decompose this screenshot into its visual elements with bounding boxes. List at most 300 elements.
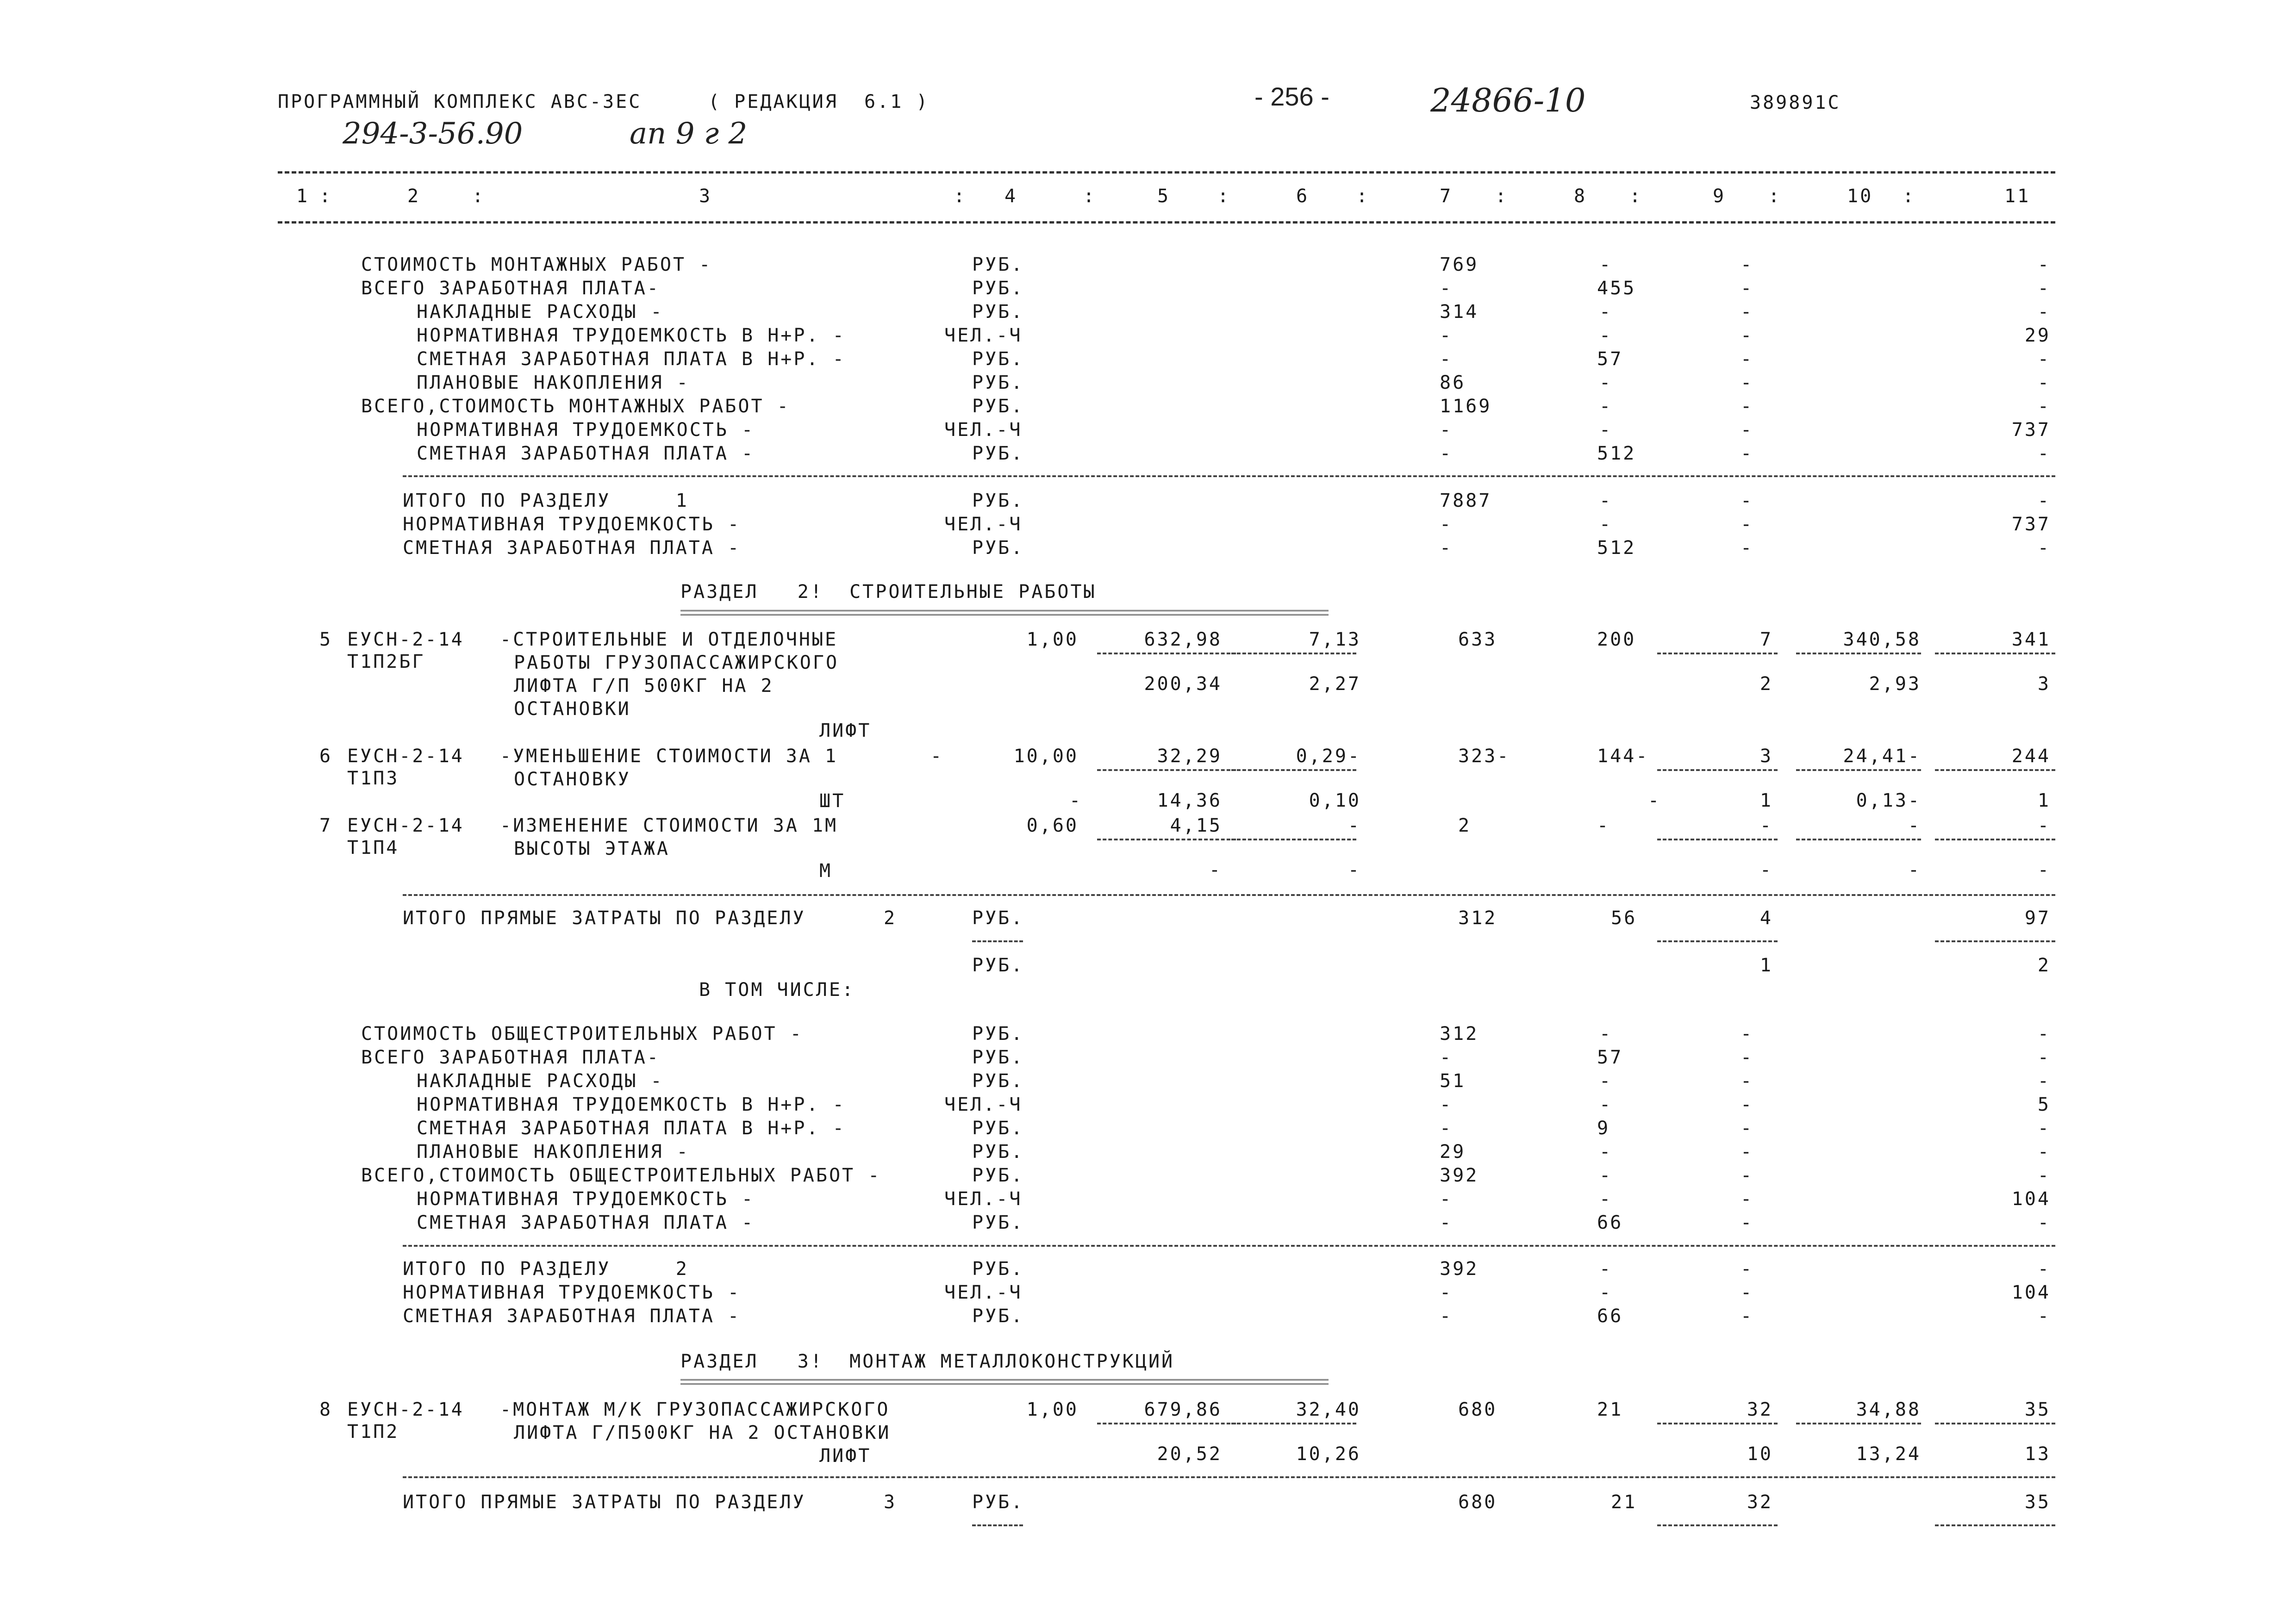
cell-col8: 66 bbox=[1597, 1306, 1623, 1327]
cell-col7: - bbox=[1440, 325, 1453, 346]
column-header-4: 4 bbox=[1004, 186, 1018, 207]
cell-col9: - bbox=[1741, 1023, 1754, 1045]
cell-col7: - bbox=[1440, 1188, 1453, 1210]
cell-col7: - bbox=[1440, 419, 1453, 441]
direct-total-col8: 56 bbox=[1611, 908, 1637, 929]
row-unit: РУБ. bbox=[972, 1070, 1024, 1092]
direct-total-col7: 680 bbox=[1458, 1492, 1497, 1513]
item-unit-machine-wage: 2,27 bbox=[1309, 673, 1361, 695]
handwritten-project-code: 294-3-56.90 bbox=[343, 117, 523, 151]
cell-divider bbox=[1657, 769, 1778, 771]
item-description: -ИЗМЕНЕНИЕ СТОИМОСТИ ЗА 1М bbox=[500, 815, 838, 836]
column-separator: : bbox=[472, 186, 486, 207]
row-unit: РУБ. bbox=[972, 490, 1024, 511]
cell-col7: - bbox=[1440, 348, 1453, 370]
header-rule-top bbox=[278, 171, 2055, 174]
direct-total-col11: 97 bbox=[2024, 908, 2051, 929]
cell-col8: - bbox=[1599, 1282, 1613, 1303]
item-unit-machine-wage: 0,10 bbox=[1309, 790, 1361, 811]
direct-total-unit: РУБ. bbox=[972, 955, 1024, 976]
row-label: ПЛАНОВЫЕ НАКОПЛЕНИЯ - bbox=[417, 372, 690, 393]
cell-col7: - bbox=[1440, 514, 1453, 535]
cell-col11: 104 bbox=[2011, 1188, 2051, 1210]
item-unit: ЛИФТ bbox=[819, 1445, 872, 1467]
cell-col7: - bbox=[1440, 1306, 1453, 1327]
cell-col7: 769 bbox=[1440, 254, 1479, 275]
cell-col9: - bbox=[1741, 1118, 1754, 1139]
cell-divider bbox=[1935, 1524, 2055, 1526]
handwritten-album-note: ап 9 г 2 bbox=[630, 117, 748, 151]
cell-divider bbox=[1935, 653, 2055, 654]
cell-col8: - bbox=[1599, 1023, 1613, 1045]
row-unit: РУБ. bbox=[972, 301, 1024, 323]
row-label: СТОИМОСТЬ МОНТАЖНЫХ РАБОТ - bbox=[361, 254, 712, 275]
cell-col7: 7887 bbox=[1440, 490, 1492, 511]
cell-col11: 104 bbox=[2011, 1282, 2051, 1303]
item-code: ЕУСН-2-14 bbox=[347, 746, 464, 767]
cell-col7: 314 bbox=[1440, 301, 1479, 323]
item-description: -МОНТАЖ М/К ГРУЗОПАССАЖИРСКОГО bbox=[500, 1399, 890, 1420]
section-title: РАЗДЕЛ 3! МОНТАЖ МЕТАЛЛОКОНСТРУКЦИЙ bbox=[680, 1351, 1175, 1372]
row-unit: ЧЕЛ.-Ч bbox=[944, 1282, 1023, 1303]
cell-col7: 392 bbox=[1440, 1258, 1479, 1280]
row-label: СМЕТНАЯ ЗАРАБОТНАЯ ПЛАТА - bbox=[417, 1212, 755, 1233]
item-code-ext: Т1П4 bbox=[347, 837, 399, 858]
cell-col11: - bbox=[2037, 1118, 2051, 1139]
cell-divider bbox=[1935, 839, 2055, 840]
item-unit-machine: 14,36 bbox=[1157, 790, 1222, 811]
cell-col11: - bbox=[2037, 1306, 2051, 1327]
cell-col9: - bbox=[1741, 1282, 1754, 1303]
divider bbox=[403, 475, 2055, 477]
row-unit: ЧЕЛ.-Ч bbox=[944, 325, 1023, 346]
direct-total-col9: 4 bbox=[1759, 908, 1773, 929]
item-col9b: - bbox=[1759, 859, 1773, 881]
item-col11: 35 bbox=[2024, 1399, 2051, 1420]
row-label: ВСЕГО,СТОИМОСТЬ ОБЩЕСТРОИТЕЛЬНЫХ РАБОТ - bbox=[361, 1165, 881, 1186]
row-label: НОРМАТИВНАЯ ТРУДОЕМКОСТЬ В Н+Р. - bbox=[417, 325, 846, 346]
item-description: ЛИФТА Г/П 500КГ НА 2 bbox=[514, 675, 774, 696]
cell-col9: - bbox=[1741, 443, 1754, 464]
item-total-wage: 21 bbox=[1597, 1399, 1623, 1420]
item-unit-wage: 32,40 bbox=[1296, 1399, 1361, 1420]
item-col10: - bbox=[1908, 815, 1921, 836]
item-unit-cost: 32,29 bbox=[1157, 746, 1222, 767]
row-label: ИТОГО ПО РАЗДЕЛУ 2 bbox=[403, 1258, 689, 1280]
cell-col7: - bbox=[1440, 1094, 1453, 1115]
cell-col8: - bbox=[1599, 1258, 1613, 1280]
cell-divider bbox=[1657, 839, 1778, 840]
item-col9: 32 bbox=[1747, 1399, 1773, 1420]
cell-col8: 9 bbox=[1597, 1118, 1610, 1139]
row-label: СМЕТНАЯ ЗАРАБОТНАЯ ПЛАТА - bbox=[417, 443, 755, 464]
item-sign: - bbox=[930, 746, 944, 767]
row-label: СТОИМОСТЬ ОБЩЕСТРОИТЕЛЬНЫХ РАБОТ - bbox=[361, 1023, 803, 1045]
item-description: -УМЕНЬШЕНИЕ СТОИМОСТИ ЗА 1 bbox=[500, 746, 838, 767]
section-title-underline bbox=[680, 610, 1329, 616]
item-col11b: 13 bbox=[2024, 1443, 2051, 1465]
item-unit-cost: 4,15 bbox=[1170, 815, 1222, 836]
cell-col9: - bbox=[1741, 490, 1754, 511]
item-number: 8 bbox=[319, 1399, 333, 1420]
item-col10b: - bbox=[1908, 859, 1921, 881]
item-number: 5 bbox=[319, 629, 333, 650]
item-col10b: 2,93 bbox=[1869, 673, 1921, 695]
row-unit: РУБ. bbox=[972, 372, 1024, 393]
item-number: 6 bbox=[319, 746, 333, 767]
item-description: ВЫСОТЫ ЭТАЖА bbox=[514, 838, 670, 859]
row-unit: РУБ. bbox=[972, 1165, 1024, 1186]
row-label: СМЕТНАЯ ЗАРАБОТНАЯ ПЛАТА - bbox=[403, 537, 741, 559]
cell-col11: - bbox=[2037, 1023, 2051, 1045]
cell-col11: - bbox=[2037, 490, 2051, 511]
divider bbox=[403, 1476, 2055, 1478]
cell-col9: - bbox=[1741, 1165, 1754, 1186]
row-unit: РУБ. bbox=[972, 537, 1024, 559]
item-code: ЕУСН-2-14 bbox=[347, 629, 464, 650]
item-total-wage: 144- bbox=[1597, 746, 1649, 767]
item-col9: 7 bbox=[1759, 629, 1773, 650]
cell-divider bbox=[1796, 1423, 1921, 1424]
header-rule-bottom bbox=[278, 221, 2055, 224]
item-unit-wage: 7,13 bbox=[1309, 629, 1361, 650]
item-description: ОСТАНОВКУ bbox=[514, 769, 631, 790]
cell-col11: - bbox=[2037, 1165, 2051, 1186]
handwritten-doc-code: 24866-10 bbox=[1430, 81, 1586, 119]
column-header-3: 3 bbox=[699, 186, 712, 207]
cell-col8: - bbox=[1599, 396, 1613, 417]
item-unit-machine: 20,52 bbox=[1157, 1443, 1222, 1465]
cell-col7: - bbox=[1440, 1282, 1453, 1303]
item-sign: - bbox=[1069, 790, 1083, 811]
item-code: ЕУСН-2-14 bbox=[347, 815, 464, 836]
item-total-cost: 633 bbox=[1458, 629, 1497, 650]
item-total-wage: 200 bbox=[1597, 629, 1636, 650]
cell-divider bbox=[1231, 653, 1356, 654]
direct-total-col11b: 2 bbox=[2037, 955, 2051, 976]
item-number: 7 bbox=[319, 815, 333, 836]
item-unit-cost: 679,86 bbox=[1144, 1399, 1222, 1420]
section-title: РАЗДЕЛ 2! СТРОИТЕЛЬНЫЕ РАБОТЫ bbox=[680, 581, 1097, 603]
row-unit: РУБ. bbox=[972, 348, 1024, 370]
column-header-9: 9 bbox=[1713, 186, 1726, 207]
cell-col11: - bbox=[2037, 1258, 2051, 1280]
cell-divider bbox=[1796, 653, 1921, 654]
cell-col9: - bbox=[1741, 396, 1754, 417]
cell-col9: - bbox=[1741, 372, 1754, 393]
row-label: НАКЛАДНЫЕ РАСХОДЫ - bbox=[417, 301, 664, 323]
cell-col7: - bbox=[1440, 1047, 1453, 1068]
row-unit: РУБ. bbox=[972, 1258, 1024, 1280]
row-label: СМЕТНАЯ ЗАРАБОТНАЯ ПЛАТА - bbox=[403, 1306, 741, 1327]
cell-col11: - bbox=[2037, 372, 2051, 393]
column-separator: : bbox=[1083, 186, 1097, 207]
cell-col11: - bbox=[2037, 254, 2051, 275]
cell-col11: - bbox=[2037, 537, 2051, 559]
cell-divider bbox=[1796, 769, 1921, 771]
item-col10b: 13,24 bbox=[1856, 1443, 1921, 1465]
column-separator: : bbox=[1903, 186, 1916, 207]
cell-divider bbox=[1231, 839, 1356, 840]
direct-total-col7: 312 bbox=[1458, 908, 1497, 929]
column-header-8: 8 bbox=[1574, 186, 1587, 207]
cell-col8: 512 bbox=[1597, 443, 1636, 464]
item-col9b: 10 bbox=[1747, 1443, 1773, 1465]
cell-col8: - bbox=[1599, 372, 1613, 393]
item-code-ext: Т1П2 bbox=[347, 1421, 399, 1443]
cell-divider bbox=[1935, 1423, 2055, 1424]
cell-col11: - bbox=[2037, 443, 2051, 464]
cell-col7: 86 bbox=[1440, 372, 1466, 393]
item-unit: ШТ bbox=[819, 790, 846, 812]
cell-col8: - bbox=[1599, 1141, 1613, 1163]
cell-col11: - bbox=[2037, 1212, 2051, 1233]
divider bbox=[403, 1245, 2055, 1247]
item-col11: 341 bbox=[2011, 629, 2051, 650]
cell-col9: - bbox=[1741, 1047, 1754, 1068]
item-col10: 24,41- bbox=[1843, 746, 1921, 767]
column-separator: : bbox=[319, 186, 333, 207]
cell-col11: - bbox=[2037, 396, 2051, 417]
item-description: РАБОТЫ ГРУЗОПАССАЖИРСКОГО bbox=[514, 652, 839, 673]
column-separator: : bbox=[1629, 186, 1643, 207]
item-col9: - bbox=[1759, 815, 1773, 836]
row-unit: ЧЕЛ.-Ч bbox=[944, 514, 1023, 535]
direct-total-label: ИТОГО ПРЯМЫЕ ЗАТРАТЫ ПО РАЗДЕЛУ 3 bbox=[403, 1492, 897, 1513]
row-label: ПЛАНОВЫЕ НАКОПЛЕНИЯ - bbox=[417, 1141, 690, 1163]
cell-col9: - bbox=[1741, 419, 1754, 441]
item-col9: 3 bbox=[1759, 746, 1773, 767]
cell-col9: - bbox=[1741, 1141, 1754, 1163]
column-header-6: 6 bbox=[1296, 186, 1310, 207]
cell-col8: - bbox=[1599, 254, 1613, 275]
row-label: СМЕТНАЯ ЗАРАБОТНАЯ ПЛАТА В Н+Р. - bbox=[417, 1118, 846, 1139]
cell-divider bbox=[1935, 940, 2055, 942]
row-label: ВСЕГО,СТОИМОСТЬ МОНТАЖНЫХ РАБОТ - bbox=[361, 396, 790, 417]
row-label: ИТОГО ПО РАЗДЕЛУ 1 bbox=[403, 490, 689, 511]
cell-divider bbox=[1657, 1423, 1778, 1424]
edition-label: ( РЕДАКЦИЯ 6.1 ) bbox=[708, 91, 930, 112]
cell-col11: 737 bbox=[2011, 514, 2051, 535]
cell-col8: - bbox=[1599, 1094, 1613, 1115]
item-col11b: - bbox=[2037, 859, 2051, 881]
cell-col7: - bbox=[1440, 537, 1453, 559]
program-name: ПРОГРАММНЫЙ КОМПЛЕКС АВС-3ЕС bbox=[278, 91, 642, 112]
item-col11b: 3 bbox=[2037, 673, 2051, 695]
item-total-wage: - bbox=[1597, 815, 1610, 836]
row-unit: РУБ. bbox=[972, 1141, 1024, 1163]
item-unit-machine-wage: 10,26 bbox=[1296, 1443, 1361, 1465]
item-unit-machine-wage: - bbox=[1348, 859, 1361, 881]
cell-col7: - bbox=[1440, 278, 1453, 299]
row-label: НАКЛАДНЫЕ РАСХОДЫ - bbox=[417, 1070, 664, 1092]
row-label: НОРМАТИВНАЯ ТРУДОЕМКОСТЬ - bbox=[403, 1282, 741, 1303]
direct-total-col9: 32 bbox=[1747, 1492, 1773, 1513]
row-unit: РУБ. bbox=[972, 254, 1024, 275]
item-total-cost: 680 bbox=[1458, 1399, 1497, 1420]
row-label: НОРМАТИВНАЯ ТРУДОЕМКОСТЬ - bbox=[417, 419, 755, 441]
cell-col7: 29 bbox=[1440, 1141, 1466, 1163]
cell-divider bbox=[972, 940, 1023, 942]
cell-col7: - bbox=[1440, 443, 1453, 464]
column-header-2: 2 bbox=[407, 186, 421, 207]
cell-col8: 66 bbox=[1597, 1212, 1623, 1233]
cell-divider bbox=[1231, 1423, 1356, 1424]
item-quantity: 1,00 bbox=[1026, 629, 1079, 650]
column-header-1: 1 bbox=[296, 186, 310, 207]
direct-total-unit: РУБ. bbox=[972, 908, 1024, 929]
column-header-7: 7 bbox=[1440, 186, 1453, 207]
row-unit: РУБ. bbox=[972, 396, 1024, 417]
item-code-ext: Т1П2БГ bbox=[347, 651, 425, 672]
cell-col7: 392 bbox=[1440, 1165, 1479, 1186]
cell-col8: - bbox=[1599, 1165, 1613, 1186]
row-label: НОРМАТИВНАЯ ТРУДОЕМКОСТЬ В Н+Р. - bbox=[417, 1094, 846, 1115]
cell-col8: 57 bbox=[1597, 1047, 1623, 1068]
cell-col8: - bbox=[1599, 1070, 1613, 1092]
item-code: ЕУСН-2-14 bbox=[347, 1399, 464, 1420]
cell-col9: - bbox=[1741, 1070, 1754, 1092]
code-right: 389891С bbox=[1750, 92, 1841, 113]
item-unit-cost: 632,98 bbox=[1144, 629, 1222, 650]
cell-divider bbox=[1097, 653, 1236, 654]
item-col11: 244 bbox=[2011, 746, 2051, 767]
item-col9b: 1 bbox=[1759, 790, 1773, 811]
cell-col7: 51 bbox=[1440, 1070, 1466, 1092]
cell-divider bbox=[1796, 839, 1921, 840]
page-number: - 256 - bbox=[1254, 82, 1329, 111]
column-header-10: 10 bbox=[1847, 186, 1873, 207]
cell-col8: - bbox=[1599, 514, 1613, 535]
item-description: ОСТАНОВКИ bbox=[514, 698, 631, 720]
including-label: В ТОМ ЧИСЛЕ: bbox=[699, 979, 855, 1001]
cell-col9: - bbox=[1741, 301, 1754, 323]
row-unit: РУБ. bbox=[972, 1023, 1024, 1045]
row-label: ВСЕГО ЗАРАБОТНАЯ ПЛАТА- bbox=[361, 278, 660, 299]
cell-col9: - bbox=[1741, 278, 1754, 299]
cell-col9: - bbox=[1741, 537, 1754, 559]
cell-col9: - bbox=[1741, 325, 1754, 346]
row-unit: РУБ. bbox=[972, 278, 1024, 299]
row-unit: РУБ. bbox=[972, 1212, 1024, 1233]
cell-col11: - bbox=[2037, 1047, 2051, 1068]
cell-col8: - bbox=[1599, 1188, 1613, 1210]
row-unit: РУБ. bbox=[972, 1118, 1024, 1139]
cell-col11: - bbox=[2037, 348, 2051, 370]
row-unit: РУБ. bbox=[972, 1306, 1024, 1327]
cell-col11: - bbox=[2037, 1141, 2051, 1163]
row-label: НОРМАТИВНАЯ ТРУДОЕМКОСТЬ - bbox=[403, 514, 741, 535]
divider bbox=[403, 894, 2055, 896]
item-unit: М bbox=[819, 860, 833, 882]
item-unit: ЛИФТ bbox=[819, 720, 872, 741]
cell-divider bbox=[1657, 1524, 1778, 1526]
item-quantity: 10,00 bbox=[1013, 746, 1079, 767]
item-col8b: - bbox=[1648, 790, 1661, 811]
cell-divider bbox=[1097, 1423, 1236, 1424]
column-separator: : bbox=[1768, 186, 1782, 207]
cell-divider bbox=[1097, 769, 1236, 771]
cell-col9: - bbox=[1741, 1188, 1754, 1210]
section-title-underline bbox=[680, 1379, 1329, 1385]
row-unit: ЧЕЛ.-Ч bbox=[944, 1094, 1023, 1115]
item-unit-wage: - bbox=[1348, 815, 1361, 836]
item-description: -СТРОИТЕЛЬНЫЕ И ОТДЕЛОЧНЫЕ bbox=[500, 629, 838, 650]
cell-divider bbox=[1657, 653, 1778, 654]
direct-total-unit: РУБ. bbox=[972, 1492, 1024, 1513]
item-unit-wage: 0,29- bbox=[1296, 746, 1361, 767]
cell-col8: 512 bbox=[1597, 537, 1636, 559]
cell-col7: - bbox=[1440, 1118, 1453, 1139]
row-unit: РУБ. bbox=[972, 443, 1024, 464]
cell-divider bbox=[1231, 769, 1356, 771]
cell-col8: 455 bbox=[1597, 278, 1636, 299]
column-separator: : bbox=[1495, 186, 1509, 207]
column-separator: : bbox=[1217, 186, 1231, 207]
cell-col9: - bbox=[1741, 1094, 1754, 1115]
cell-col8: - bbox=[1599, 301, 1613, 323]
item-unit-machine: - bbox=[1209, 859, 1222, 881]
item-description: ЛИФТА Г/П500КГ НА 2 ОСТАНОВКИ bbox=[514, 1422, 891, 1443]
cell-col7: 1169 bbox=[1440, 396, 1492, 417]
cell-divider bbox=[1097, 839, 1236, 840]
cell-col8: - bbox=[1599, 419, 1613, 441]
cell-col9: - bbox=[1741, 1306, 1754, 1327]
row-unit: ЧЕЛ.-Ч bbox=[944, 419, 1023, 441]
column-separator: : bbox=[1356, 186, 1370, 207]
direct-total-col9b: 1 bbox=[1759, 955, 1773, 976]
cell-col9: - bbox=[1741, 514, 1754, 535]
row-unit: РУБ. bbox=[972, 1047, 1024, 1068]
cell-col11: 5 bbox=[2037, 1094, 2051, 1115]
item-col10: 34,88 bbox=[1856, 1399, 1921, 1420]
cell-col11: - bbox=[2037, 1070, 2051, 1092]
cell-col9: - bbox=[1741, 348, 1754, 370]
cell-col8: - bbox=[1599, 490, 1613, 511]
cell-col9: - bbox=[1741, 1212, 1754, 1233]
cell-col11: 737 bbox=[2011, 419, 2051, 441]
row-label: ВСЕГО ЗАРАБОТНАЯ ПЛАТА- bbox=[361, 1047, 660, 1068]
cell-col8: 57 bbox=[1597, 348, 1623, 370]
cell-col11: - bbox=[2037, 301, 2051, 323]
cell-col9: - bbox=[1741, 1258, 1754, 1280]
direct-total-col11: 35 bbox=[2024, 1492, 2051, 1513]
item-total-cost: 2 bbox=[1458, 815, 1472, 836]
row-unit: ЧЕЛ.-Ч bbox=[944, 1188, 1023, 1210]
row-label: СМЕТНАЯ ЗАРАБОТНАЯ ПЛАТА В Н+Р. - bbox=[417, 348, 846, 370]
cell-col8: - bbox=[1599, 325, 1613, 346]
cell-divider bbox=[1657, 940, 1778, 942]
item-col11b: 1 bbox=[2037, 790, 2051, 811]
item-col9b: 2 bbox=[1759, 673, 1773, 695]
cell-col9: - bbox=[1741, 254, 1754, 275]
item-col11: - bbox=[2037, 815, 2051, 836]
column-header-11: 11 bbox=[2004, 186, 2031, 207]
row-label: НОРМАТИВНАЯ ТРУДОЕМКОСТЬ - bbox=[417, 1188, 755, 1210]
item-col10: 340,58 bbox=[1843, 629, 1921, 650]
cell-col11: - bbox=[2037, 278, 2051, 299]
cell-divider bbox=[1935, 769, 2055, 771]
item-unit-machine: 200,34 bbox=[1144, 673, 1222, 695]
item-quantity: 0,60 bbox=[1026, 815, 1079, 836]
item-code-ext: Т1П3 bbox=[347, 768, 399, 789]
column-header-5: 5 bbox=[1157, 186, 1171, 207]
item-col10b: 0,13- bbox=[1856, 790, 1921, 811]
direct-total-label: ИТОГО ПРЯМЫЕ ЗАТРАТЫ ПО РАЗДЕЛУ 2 bbox=[403, 908, 897, 929]
item-quantity: 1,00 bbox=[1026, 1399, 1079, 1420]
cell-divider bbox=[972, 1524, 1023, 1526]
cell-col7: 312 bbox=[1440, 1023, 1479, 1045]
